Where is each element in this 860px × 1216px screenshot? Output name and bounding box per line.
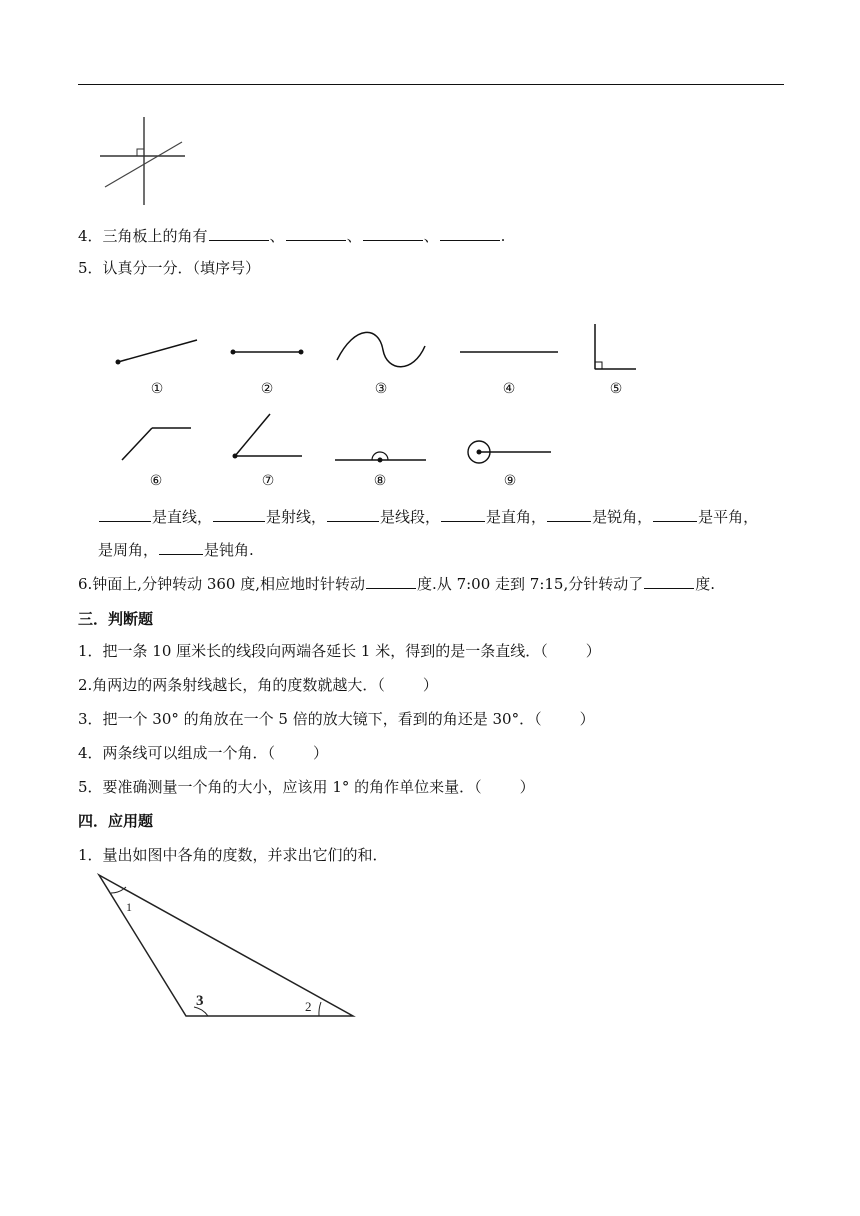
answer-blank[interactable] [363, 226, 423, 241]
figure-label: ⑨ [503, 473, 517, 489]
answer-blank[interactable] [440, 226, 500, 241]
figure-7-acute-angle [230, 412, 306, 462]
judgement-item-3: 3．把一个 30° 的角放在一个 5 倍的放大镜下，看到的角还是 30°．（ ） [78, 710, 595, 728]
figure-3-curve [335, 332, 427, 372]
answer-blank[interactable] [209, 226, 269, 241]
angle-label-2: 2 [305, 999, 312, 1014]
figure-4-line [458, 348, 562, 356]
figure-label: ⑤ [609, 381, 623, 397]
answer-blank[interactable] [286, 226, 346, 241]
figure-labels-row-2 [0, 468, 860, 492]
judgement-item-4: 4．两条线可以组成一个角．（ ） [78, 744, 329, 762]
angle-label-3: 3 [196, 993, 204, 1009]
answer-blank[interactable] [547, 507, 591, 522]
answer-blank[interactable] [644, 574, 694, 589]
answer-blank[interactable] [213, 507, 265, 522]
judgement-item-2: 2.角两边的两条射线越长，角的度数就越大．（ ） [78, 676, 438, 694]
section-4-title: 四．应用题 [78, 812, 154, 830]
figure-9-full-angle [464, 437, 554, 467]
figure-label: ③ [374, 381, 388, 397]
answer-blank[interactable] [327, 507, 379, 522]
figure-label: ④ [502, 381, 516, 397]
q4-text: 4．三角板上的角有 [78, 227, 208, 245]
triangle-figure [90, 868, 365, 1023]
answer-blank[interactable] [366, 574, 416, 589]
figure-6-obtuse-angle [118, 424, 194, 464]
figure-8-straight-angle [333, 446, 429, 466]
question-4: 4．三角板上的角有 、 、 、 . [78, 227, 506, 245]
q5-answer-row-1: 是直线， 是射线， 是线段， 是直角， 是锐角， 是平角， [98, 507, 758, 527]
q5-answer-row-2: 是周角， 是钝角. [98, 541, 254, 559]
question-5 [78, 258, 260, 278]
answer-blank[interactable] [159, 540, 203, 555]
judgement-item-5: 5．要准确测量一个角的大小，应该用 1° 的角作单位来量．（ ） [78, 778, 535, 796]
perpendicular-lines-figure [100, 115, 190, 207]
figure-label: ① [150, 381, 164, 397]
judgement-item-1: 1．把一条 10 厘米长的线段向两端各延长 1 米，得到的是一条直线．（ ） [78, 642, 601, 660]
answer-blank[interactable] [99, 507, 151, 522]
figure-2-segment [228, 346, 308, 358]
figure-labels-row-1 [0, 376, 860, 400]
figure-label: ⑥ [149, 473, 163, 489]
q5-text: 5．认真分一分．（填序号） [78, 259, 261, 277]
angle-label-1: 1 [126, 900, 132, 914]
section-3-title: 三．判断题 [78, 610, 154, 628]
figure-label: ② [260, 381, 274, 397]
figure-label: ⑧ [373, 473, 387, 489]
figure-5-right-angle [590, 320, 640, 372]
answer-blank[interactable] [653, 507, 697, 522]
answer-blank[interactable] [441, 507, 485, 522]
header-rule [78, 84, 784, 85]
figure-1-ray [112, 336, 202, 366]
question-6: 6.钟面上,分钟转动 360 度,相应地时针转动 度.从 7:00 走到 7:15,分针转动了 度. [78, 575, 716, 593]
application-question-1: 1．量出如图中各角的度数，并求出它们的和． [78, 846, 388, 864]
figure-label: ⑦ [261, 473, 275, 489]
